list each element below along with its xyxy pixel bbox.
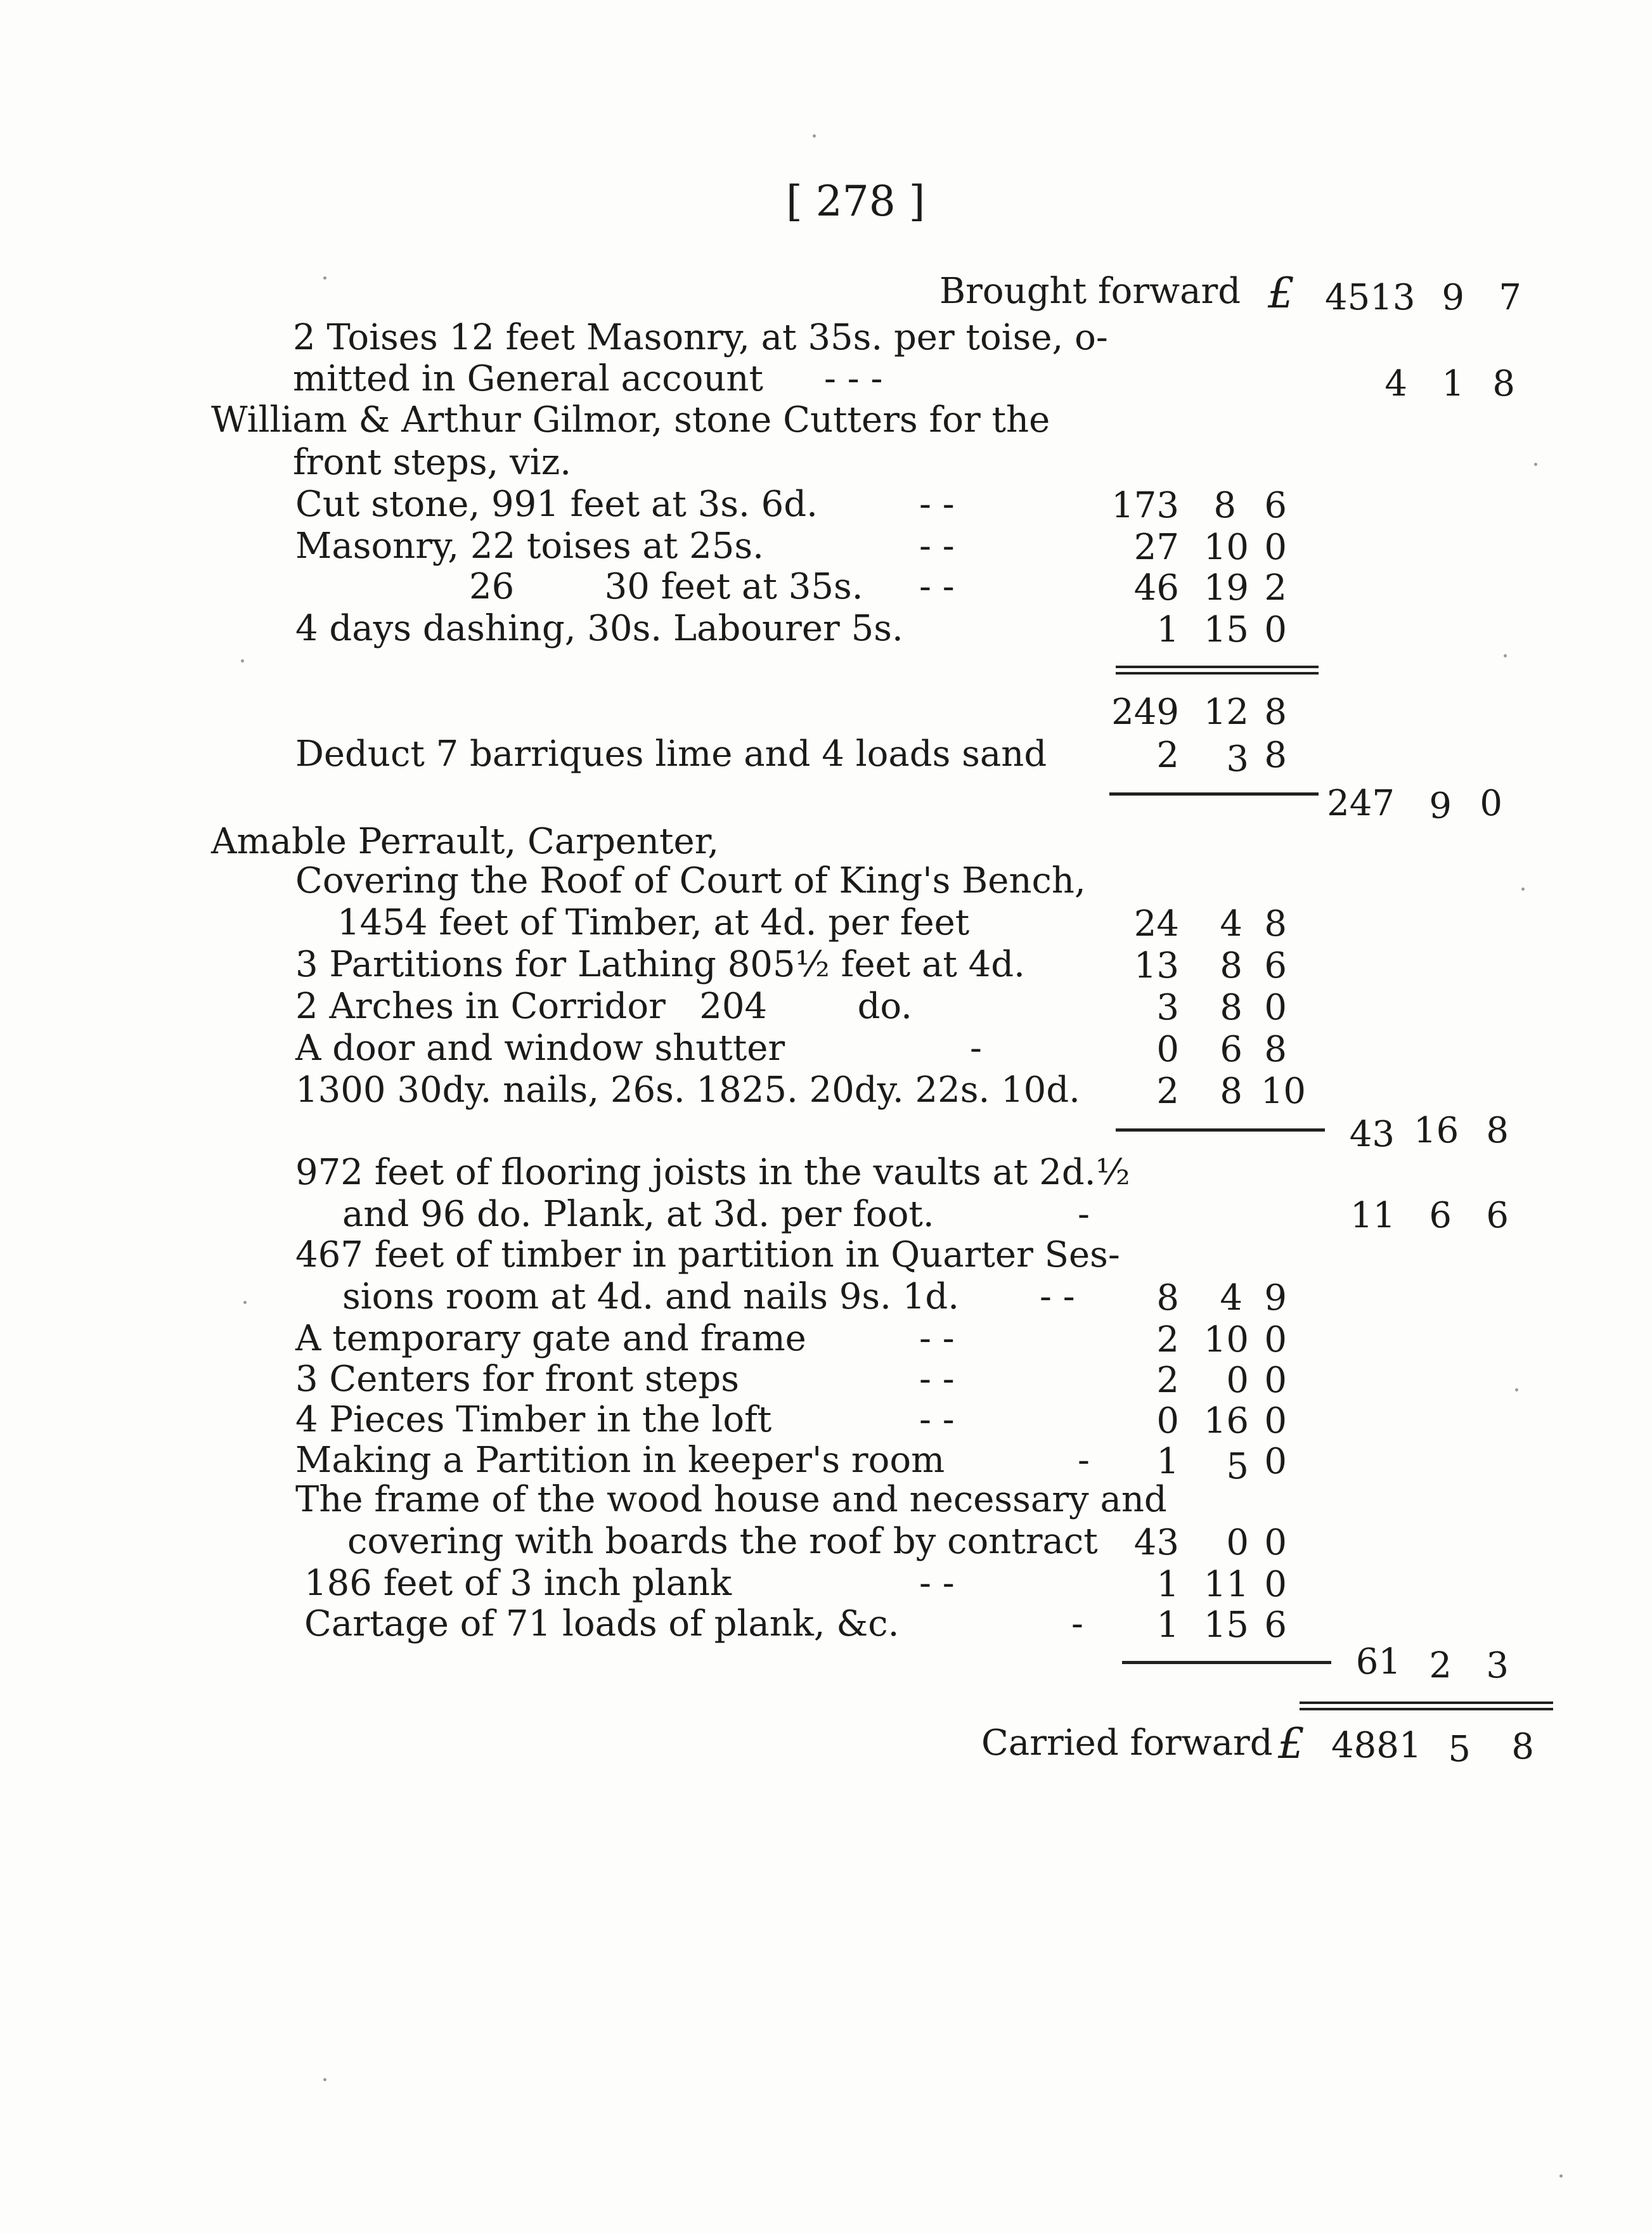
quarter-pence: 9 bbox=[1264, 1277, 1287, 1319]
gilmor-row-pence: 6 bbox=[1264, 485, 1287, 526]
page-number: [ 278 ] bbox=[786, 177, 926, 226]
gilmor-total-shillings: 9 bbox=[1429, 785, 1452, 827]
section-total-pounds: 61 bbox=[1355, 1641, 1401, 1682]
carried-forward-shillings: 5 bbox=[1448, 1729, 1471, 1770]
perrault-row-shillings: 4 bbox=[1220, 903, 1242, 945]
woodhouse-pence: 0 bbox=[1264, 1522, 1287, 1563]
misc-row-pence: 0 bbox=[1264, 1400, 1287, 1442]
perrault-row-shillings: 8 bbox=[1220, 1071, 1242, 1112]
flooring-line2: and 96 do. Plank, at 3d. per foot. bbox=[342, 1194, 934, 1235]
misc-row-pence: 0 bbox=[1264, 1319, 1287, 1360]
quarter-pounds: 8 bbox=[1156, 1277, 1179, 1319]
gilmor-row-dash: - - bbox=[919, 566, 955, 607]
perrault-row-text: 3 Partitions for Lathing 805½ feet at 4d. bbox=[295, 944, 1025, 985]
misc-row-text: Making a Partition in keeper's room bbox=[295, 1440, 945, 1481]
quarter-line1: 467 feet of timber in partition in Quarter Ses- bbox=[295, 1234, 1120, 1275]
perrault-row-pounds: 24 bbox=[1133, 903, 1179, 945]
perrault-row-pence: 10 bbox=[1260, 1071, 1306, 1112]
misc-row-dash: - - bbox=[919, 1399, 955, 1440]
misc-row-shillings: 10 bbox=[1203, 1319, 1249, 1360]
toises-pence: 8 bbox=[1492, 363, 1515, 404]
misc-row-dash: - - bbox=[919, 1359, 955, 1400]
misc-row-shillings: 16 bbox=[1203, 1400, 1249, 1442]
gilmor-row-shillings: 8 bbox=[1213, 485, 1236, 526]
perrault-subheading: Covering the Roof of Court of King's Bench, bbox=[295, 860, 1086, 901]
misc-row-shillings: 5 bbox=[1226, 1446, 1249, 1487]
misc-row-shillings: 0 bbox=[1226, 1360, 1249, 1401]
paper-speck bbox=[1534, 463, 1537, 466]
gilmor-row-dash: - - bbox=[919, 484, 955, 525]
final-row-pounds: 1 bbox=[1156, 1604, 1179, 1646]
misc-row-dash: - bbox=[1078, 1440, 1090, 1481]
final-row-pence: 0 bbox=[1264, 1564, 1287, 1605]
gilmor-row-text: 26 30 feet at 35s. bbox=[469, 566, 863, 607]
gilmor-row-text: 4 days dashing, 30s. Labourer 5s. bbox=[295, 608, 903, 649]
gilmor-heading: William & Arthur Gilmor, stone Cutters for the bbox=[211, 399, 1050, 441]
toises-shillings: 1 bbox=[1442, 363, 1464, 404]
misc-row-pounds: 2 bbox=[1156, 1360, 1179, 1401]
misc-row-text: 4 Pieces Timber in the loft bbox=[295, 1399, 772, 1440]
perrault-row-text: 2 Arches in Corridor 204 do. bbox=[295, 986, 912, 1027]
paper-speck bbox=[1504, 654, 1507, 657]
deduct-pence: 8 bbox=[1264, 735, 1287, 776]
brought-forward-pounds: 4513 bbox=[1325, 277, 1416, 318]
section-total-rule bbox=[1122, 1661, 1331, 1664]
gilmor-total-pounds: 247 bbox=[1327, 783, 1395, 824]
perrault-row-pounds: 2 bbox=[1156, 1071, 1179, 1112]
perrault-total-pence: 8 bbox=[1486, 1110, 1509, 1151]
brought-forward-currency: £ bbox=[1268, 269, 1294, 318]
woodhouse-line1: The frame of the wood house and necessary and bbox=[295, 1479, 1167, 1520]
gilmor-subtotal-shillings: 12 bbox=[1203, 692, 1249, 733]
final-row-shillings: 15 bbox=[1203, 1604, 1249, 1646]
final-row-text: 186 feet of 3 inch plank bbox=[304, 1563, 732, 1604]
quarter-dash: - - bbox=[1040, 1276, 1075, 1317]
carried-forward-label: Carried forward bbox=[981, 1722, 1273, 1764]
misc-row-dash: - - bbox=[919, 1318, 955, 1359]
paper-speck bbox=[813, 134, 816, 138]
gilmor-row-dash: - - bbox=[919, 526, 955, 567]
gilmor-total-rule bbox=[1109, 792, 1319, 796]
flooring-shillings: 6 bbox=[1429, 1195, 1452, 1236]
paper-speck bbox=[1521, 888, 1525, 891]
gilmor-row-shillings: 19 bbox=[1203, 567, 1249, 609]
gilmor-row-pounds: 173 bbox=[1111, 485, 1179, 526]
final-row-dash: - - bbox=[919, 1563, 955, 1604]
misc-row-text: 3 Centers for front steps bbox=[295, 1359, 739, 1400]
gilmor-heading-cont: front steps, viz. bbox=[293, 442, 572, 483]
misc-row-pounds: 2 bbox=[1156, 1319, 1179, 1360]
perrault-row-pounds: 13 bbox=[1133, 945, 1179, 986]
carried-forward-pounds: 4881 bbox=[1331, 1725, 1422, 1766]
toises-dash: - - - bbox=[824, 358, 883, 399]
deduct-shillings: 3 bbox=[1226, 739, 1249, 780]
gilmor-row-pounds: 27 bbox=[1133, 527, 1179, 568]
deduct-text: Deduct 7 barriques lime and 4 loads sand bbox=[295, 733, 1047, 775]
perrault-row-text: 1454 feet of Timber, at 4d. per feet bbox=[337, 902, 970, 943]
perrault-row-shillings: 6 bbox=[1220, 1029, 1242, 1070]
flooring-line1: 972 feet of flooring joists in the vaults at 2d.½ bbox=[295, 1152, 1130, 1193]
gilmor-total-pence: 0 bbox=[1480, 783, 1502, 824]
brought-forward-label: Brought forward bbox=[939, 271, 1241, 312]
toises-pounds: 4 bbox=[1384, 363, 1407, 404]
perrault-row-pounds: 0 bbox=[1156, 1029, 1179, 1070]
misc-row-pounds: 0 bbox=[1156, 1400, 1179, 1442]
deduct-pounds: 2 bbox=[1156, 735, 1179, 776]
woodhouse-line2: covering with boards the roof by contract bbox=[347, 1521, 1098, 1562]
paper-speck bbox=[1559, 2174, 1563, 2178]
perrault-row-shillings: 8 bbox=[1220, 987, 1242, 1028]
perrault-row-shillings: 8 bbox=[1220, 945, 1242, 986]
paper-speck bbox=[323, 276, 326, 280]
carried-forward-pence: 8 bbox=[1511, 1726, 1534, 1767]
perrault-row-pence: 8 bbox=[1264, 903, 1287, 945]
brought-forward-pence: 7 bbox=[1499, 277, 1521, 318]
final-row-pence: 6 bbox=[1264, 1604, 1287, 1646]
toises-line2: mitted in General account bbox=[293, 358, 763, 399]
perrault-heading: Amable Perrault, Carpenter, bbox=[211, 821, 720, 862]
final-row-dash: - bbox=[1071, 1603, 1083, 1644]
woodhouse-pounds: 43 bbox=[1133, 1522, 1179, 1563]
gilmor-row-pence: 0 bbox=[1264, 527, 1287, 568]
flooring-dash: - bbox=[1078, 1194, 1090, 1235]
perrault-total-pounds: 43 bbox=[1349, 1114, 1395, 1155]
carried-forward-rule bbox=[1300, 1701, 1553, 1704]
perrault-total-shillings: 16 bbox=[1414, 1110, 1459, 1151]
perrault-row-pounds: 3 bbox=[1156, 987, 1179, 1028]
gilmor-subtotal-pounds: 249 bbox=[1111, 692, 1179, 733]
gilmor-subtotal-rule bbox=[1116, 666, 1319, 668]
final-row-text: Cartage of 71 loads of plank, &c. bbox=[304, 1603, 900, 1644]
gilmor-row-shillings: 10 bbox=[1203, 527, 1249, 568]
misc-row-pounds: 1 bbox=[1156, 1441, 1179, 1482]
perrault-total-rule bbox=[1116, 1128, 1325, 1132]
gilmor-subtotal-pence: 8 bbox=[1264, 692, 1287, 733]
paper-speck bbox=[323, 2078, 326, 2081]
toises-line1: 2 Toises 12 feet Masonry, at 35s. per toise, o- bbox=[293, 317, 1108, 358]
quarter-shillings: 4 bbox=[1220, 1277, 1242, 1319]
gilmor-row-pence: 0 bbox=[1264, 609, 1287, 650]
woodhouse-shillings: 0 bbox=[1226, 1522, 1249, 1563]
paper-speck bbox=[241, 659, 244, 662]
perrault-row-text: A door and window shutter bbox=[295, 1028, 785, 1069]
paper-speck bbox=[243, 1301, 247, 1304]
section-total-shillings: 2 bbox=[1429, 1645, 1452, 1686]
paper-speck bbox=[1515, 1388, 1518, 1391]
perrault-row-pence: 6 bbox=[1264, 945, 1287, 986]
perrault-row-dash: - bbox=[970, 1028, 982, 1069]
gilmor-row-pounds: 1 bbox=[1156, 609, 1179, 650]
gilmor-row-shillings: 15 bbox=[1203, 609, 1249, 650]
flooring-pence: 6 bbox=[1486, 1195, 1509, 1236]
final-row-pounds: 1 bbox=[1156, 1564, 1179, 1605]
perrault-row-pence: 0 bbox=[1264, 987, 1287, 1028]
gilmor-row-pence: 2 bbox=[1264, 567, 1287, 609]
section-total-pence: 3 bbox=[1486, 1645, 1509, 1686]
quarter-line2: sions room at 4d. and nails 9s. 1d. bbox=[342, 1276, 959, 1317]
gilmor-row-pounds: 46 bbox=[1133, 567, 1179, 609]
perrault-row-text: 1300 30dy. nails, 26s. 1825. 20dy. 22s. 10d. bbox=[295, 1069, 1080, 1111]
misc-row-text: A temporary gate and frame bbox=[295, 1318, 806, 1359]
misc-row-pence: 0 bbox=[1264, 1441, 1287, 1482]
misc-row-pence: 0 bbox=[1264, 1360, 1287, 1401]
gilmor-row-text: Cut stone, 991 feet at 3s. 6d. bbox=[295, 484, 818, 525]
perrault-row-pence: 8 bbox=[1264, 1029, 1287, 1070]
brought-forward-shillings: 9 bbox=[1442, 277, 1464, 318]
flooring-pounds: 11 bbox=[1350, 1195, 1396, 1236]
final-row-shillings: 11 bbox=[1203, 1564, 1249, 1605]
gilmor-row-text: Masonry, 22 toises at 25s. bbox=[295, 526, 764, 567]
carried-forward-currency: £ bbox=[1278, 1719, 1305, 1768]
